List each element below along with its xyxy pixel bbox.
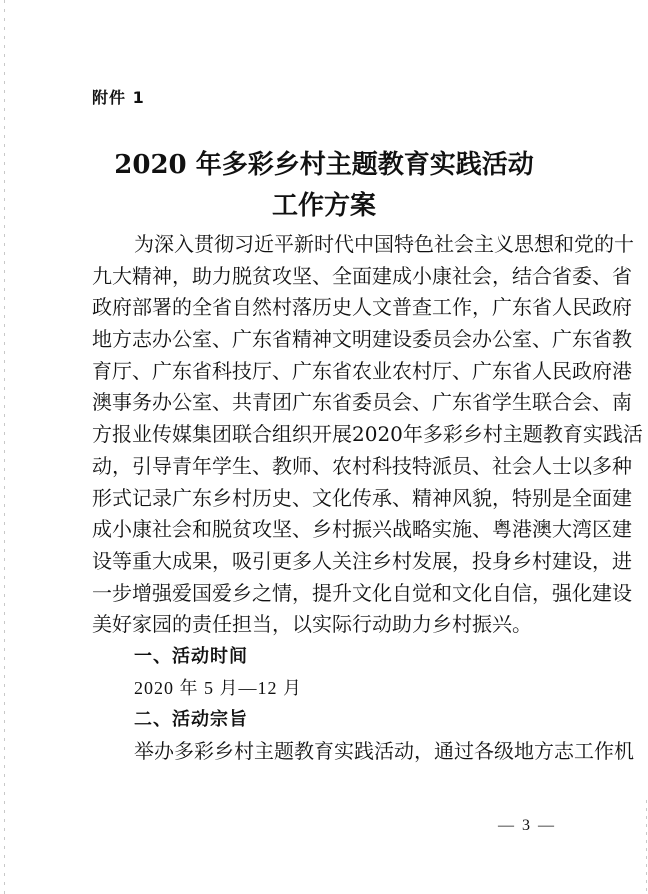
paragraph-line: 为深入贯彻习近平新时代中国特色社会主义思想和党的十 — [134, 232, 634, 256]
document-body — [92, 229, 643, 768]
document-title-line1: 2020 年多彩乡村主题教育实践活动 — [114, 150, 534, 180]
paragraph-line: 动，引导青年学生、教师、农村科技特派员、社会人士以多种 — [92, 453, 632, 478]
paragraph-line: 形式记录广东乡村历史、文化传承、精神风貌，特别是全面建 — [92, 485, 632, 510]
paragraph-line: 举办多彩乡村主题教育实践活动，通过各级地方志工作机 — [134, 739, 634, 763]
attachment-label: 附件 1 — [92, 88, 145, 107]
scan-edge-left — [4, 0, 5, 894]
document-title-line2: 工作方案 — [271, 191, 376, 221]
section-heading-activity-purpose: 二、活动宗旨 — [134, 709, 248, 731]
scan-edge-right — [646, 800, 647, 894]
paragraph-line: 澳事务办公室、共青团广东省委员会、广东省学生联合会、南 — [92, 390, 632, 415]
section-heading-activity-time: 一、活动时间 — [134, 645, 248, 667]
paragraph-line: 一步增强爱国爱乡之情，提升文化自觉和文化自信，强化建设 — [92, 580, 632, 605]
paragraph-line: 育厅、广东省科技厅、广东省农业农村厅、广东省人民政府港 — [92, 358, 632, 383]
paragraph-line: 设等重大成果，吸引更多人关注乡村发展，投身乡村建设，进 — [92, 548, 632, 573]
paragraph-line: 成小康社会和脱贫攻坚、乡村振兴战略实施、粤港澳大湾区建 — [92, 517, 632, 542]
page-number: — 3 — — [498, 817, 556, 834]
paragraph-line: 方报业传媒集团联合组织开展2020年多彩乡村主题教育实践活 — [92, 422, 643, 447]
paragraph-line: 美好家园的责任担当，以实际行动助力乡村振兴。 — [92, 612, 532, 637]
activity-time-value: 2020 年 5 月—12 月 — [134, 677, 302, 698]
paragraph-line: 政府部署的全省自然村落历史人文普查工作，广东省人民政府 — [92, 295, 632, 320]
paragraph-line: 九大精神，助力脱贫攻坚、全面建成小康社会，结合省委、省 — [92, 263, 632, 288]
paragraph-line: 地方志办公室、广东省精神文明建设委员会办公室、广东省教 — [92, 327, 632, 352]
